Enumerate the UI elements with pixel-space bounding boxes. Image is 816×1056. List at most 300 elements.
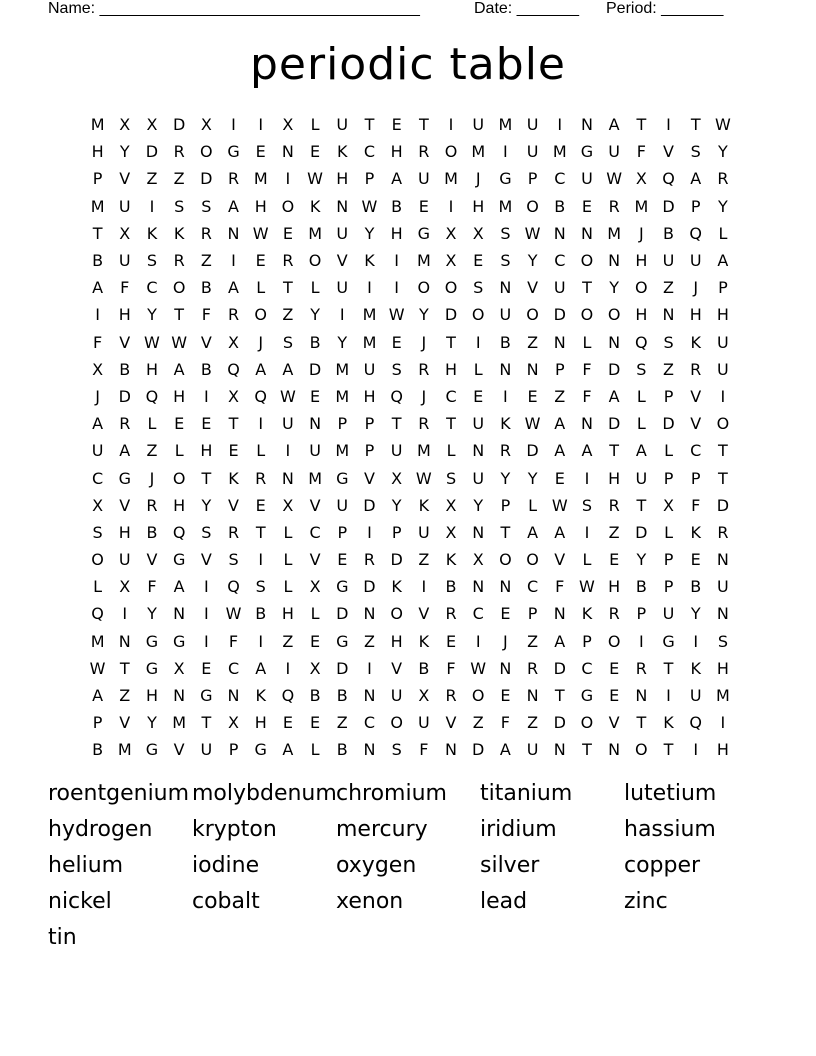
- grid-letter[interactable]: H: [281, 604, 294, 624]
- grid-letter[interactable]: T: [582, 278, 592, 298]
- grid-letter[interactable]: T: [663, 658, 674, 678]
- grid-letter[interactable]: U: [472, 468, 485, 488]
- grid-letter[interactable]: U: [363, 359, 376, 379]
- grid-letter[interactable]: H: [363, 386, 376, 406]
- grid-letter[interactable]: Y: [310, 305, 320, 325]
- grid-letter[interactable]: H: [608, 577, 621, 597]
- grid-letter[interactable]: O: [254, 305, 268, 325]
- grid-letter[interactable]: A: [255, 359, 267, 379]
- grid-letter[interactable]: Z: [363, 631, 375, 651]
- grid-letter[interactable]: X: [200, 115, 212, 135]
- grid-letter[interactable]: E: [554, 468, 565, 488]
- grid-letter[interactable]: V: [309, 550, 321, 570]
- grid-letter[interactable]: N: [499, 278, 512, 298]
- grid-letter[interactable]: Y: [147, 305, 157, 325]
- grid-letter[interactable]: F: [228, 631, 239, 651]
- grid-letter[interactable]: C: [527, 577, 539, 597]
- grid-letter[interactable]: X: [472, 550, 484, 570]
- grid-letter[interactable]: M: [90, 196, 105, 216]
- grid-letter[interactable]: V: [445, 713, 457, 733]
- grid-letter[interactable]: F: [500, 713, 510, 733]
- grid-letter[interactable]: I: [258, 550, 264, 570]
- grid-letter[interactable]: N: [173, 686, 186, 706]
- grid-letter[interactable]: I: [258, 414, 264, 434]
- grid-letter[interactable]: R: [499, 441, 511, 461]
- grid-letter[interactable]: I: [584, 522, 590, 542]
- grid-letter[interactable]: S: [174, 196, 185, 216]
- grid-letter[interactable]: Q: [91, 604, 104, 624]
- grid-letter[interactable]: S: [282, 332, 293, 352]
- grid-letter[interactable]: X: [635, 169, 647, 189]
- grid-letter[interactable]: N: [716, 604, 729, 624]
- grid-letter[interactable]: T: [500, 522, 511, 542]
- grid-letter[interactable]: G: [580, 686, 594, 706]
- grid-letter[interactable]: T: [636, 495, 647, 515]
- grid-letter[interactable]: O: [417, 278, 431, 298]
- grid-letter[interactable]: V: [200, 332, 212, 352]
- grid-letter[interactable]: A: [635, 441, 647, 461]
- grid-letter[interactable]: V: [309, 495, 321, 515]
- grid-letter[interactable]: C: [363, 713, 376, 733]
- grid-letter[interactable]: U: [118, 196, 131, 216]
- grid-letter[interactable]: S: [663, 332, 674, 352]
- grid-letter[interactable]: J: [421, 386, 427, 406]
- grid-letter[interactable]: O: [200, 142, 213, 162]
- grid-letter[interactable]: X: [228, 386, 240, 406]
- grid-letter[interactable]: I: [503, 142, 508, 162]
- grid-letter[interactable]: Z: [527, 332, 539, 352]
- grid-letter[interactable]: G: [580, 142, 594, 162]
- grid-letter[interactable]: O: [526, 305, 539, 325]
- grid-letter[interactable]: U: [717, 332, 729, 352]
- grid-letter[interactable]: M: [362, 305, 377, 325]
- grid-letter[interactable]: N: [608, 251, 621, 271]
- grid-letter[interactable]: T: [391, 414, 402, 434]
- grid-letter[interactable]: V: [146, 550, 158, 570]
- grid-letter[interactable]: J: [95, 386, 100, 406]
- grid-letter[interactable]: P: [718, 278, 728, 298]
- grid-letter[interactable]: R: [146, 495, 158, 515]
- grid-letter[interactable]: T: [418, 115, 429, 135]
- grid-letter[interactable]: Z: [146, 169, 158, 189]
- grid-letter[interactable]: N: [662, 305, 675, 325]
- grid-letter[interactable]: Z: [418, 550, 430, 570]
- grid-letter[interactable]: B: [92, 251, 104, 271]
- grid-letter[interactable]: B: [336, 686, 348, 706]
- grid-letter[interactable]: F: [691, 495, 701, 515]
- grid-letter[interactable]: T: [636, 713, 647, 733]
- grid-letter[interactable]: Z: [119, 686, 131, 706]
- grid-letter[interactable]: A: [717, 251, 729, 271]
- grid-letter[interactable]: P: [92, 169, 103, 189]
- grid-letter[interactable]: M: [90, 115, 105, 135]
- grid-letter[interactable]: U: [635, 468, 648, 488]
- grid-letter[interactable]: N: [608, 740, 621, 760]
- grid-letter[interactable]: E: [310, 142, 321, 162]
- grid-letter[interactable]: F: [120, 278, 130, 298]
- grid-letter[interactable]: V: [119, 495, 131, 515]
- grid-letter[interactable]: I: [448, 196, 454, 216]
- grid-letter[interactable]: Q: [635, 332, 648, 352]
- grid-letter[interactable]: L: [664, 522, 673, 542]
- grid-letter[interactable]: O: [580, 251, 594, 271]
- grid-letter[interactable]: I: [95, 305, 100, 325]
- grid-letter[interactable]: F: [555, 577, 565, 597]
- grid-letter[interactable]: S: [581, 495, 593, 515]
- grid-letter[interactable]: G: [172, 631, 186, 651]
- grid-letter[interactable]: V: [391, 658, 403, 678]
- grid-letter[interactable]: D: [635, 522, 648, 542]
- grid-letter[interactable]: I: [557, 115, 563, 135]
- grid-letter[interactable]: W: [279, 386, 296, 406]
- grid-letter[interactable]: D: [145, 142, 159, 162]
- grid-letter[interactable]: Q: [227, 577, 240, 597]
- grid-letter[interactable]: H: [118, 305, 131, 325]
- grid-letter[interactable]: D: [363, 577, 376, 597]
- grid-letter[interactable]: Q: [172, 522, 186, 542]
- grid-letter[interactable]: B: [309, 332, 321, 352]
- grid-letter[interactable]: F: [582, 359, 592, 379]
- grid-letter[interactable]: B: [309, 686, 321, 706]
- grid-letter[interactable]: E: [391, 332, 402, 352]
- grid-letter[interactable]: Y: [500, 468, 511, 488]
- grid-letter[interactable]: T: [718, 441, 728, 461]
- grid-letter[interactable]: B: [92, 740, 104, 760]
- grid-letter[interactable]: E: [609, 550, 620, 570]
- grid-letter[interactable]: T: [364, 115, 375, 135]
- grid-letter[interactable]: A: [173, 359, 185, 379]
- grid-letter[interactable]: E: [418, 196, 429, 216]
- grid-letter[interactable]: E: [609, 686, 620, 706]
- grid-letter[interactable]: U: [390, 686, 403, 706]
- grid-letter[interactable]: Z: [200, 251, 212, 271]
- grid-letter[interactable]: R: [635, 658, 647, 678]
- grid-letter[interactable]: U: [553, 278, 566, 298]
- grid-letter[interactable]: R: [608, 604, 620, 624]
- grid-letter[interactable]: X: [92, 495, 104, 515]
- grid-letter[interactable]: O: [499, 550, 512, 570]
- grid-letter[interactable]: C: [472, 604, 484, 624]
- grid-letter[interactable]: R: [608, 495, 620, 515]
- grid-letter[interactable]: I: [693, 740, 699, 760]
- grid-letter[interactable]: U: [689, 251, 702, 271]
- grid-letter[interactable]: M: [308, 223, 322, 243]
- grid-letter[interactable]: E: [255, 142, 266, 162]
- grid-letter[interactable]: A: [92, 278, 104, 298]
- grid-letter[interactable]: D: [662, 414, 675, 434]
- grid-letter[interactable]: I: [421, 577, 427, 597]
- grid-letter[interactable]: N: [227, 686, 240, 706]
- grid-letter[interactable]: L: [636, 386, 646, 406]
- grid-letter[interactable]: P: [663, 386, 674, 406]
- grid-letter[interactable]: U: [336, 115, 349, 135]
- grid-letter[interactable]: F: [446, 658, 456, 678]
- grid-letter[interactable]: F: [582, 386, 592, 406]
- grid-letter[interactable]: O: [308, 251, 322, 271]
- grid-letter[interactable]: R: [527, 658, 539, 678]
- grid-letter[interactable]: T: [174, 305, 185, 325]
- grid-letter[interactable]: A: [92, 414, 104, 434]
- grid-letter[interactable]: H: [200, 441, 213, 461]
- grid-letter[interactable]: R: [227, 169, 240, 189]
- grid-letter[interactable]: E: [310, 631, 321, 651]
- grid-letter[interactable]: L: [446, 441, 456, 461]
- grid-letter[interactable]: O: [526, 550, 539, 570]
- grid-letter[interactable]: X: [119, 115, 131, 135]
- grid-letter[interactable]: O: [580, 305, 594, 325]
- grid-letter[interactable]: P: [554, 359, 565, 379]
- grid-letter[interactable]: L: [636, 414, 646, 434]
- grid-letter[interactable]: A: [554, 441, 566, 461]
- grid-letter[interactable]: N: [608, 332, 621, 352]
- grid-letter[interactable]: U: [526, 740, 539, 760]
- grid-letter[interactable]: N: [472, 577, 485, 597]
- grid-letter[interactable]: Y: [527, 251, 538, 271]
- grid-letter[interactable]: V: [336, 251, 348, 271]
- grid-letter[interactable]: E: [445, 631, 457, 651]
- grid-letter[interactable]: X: [391, 468, 403, 488]
- grid-letter[interactable]: L: [310, 604, 320, 624]
- grid-letter[interactable]: L: [582, 550, 592, 570]
- grid-letter[interactable]: U: [499, 305, 512, 325]
- grid-letter[interactable]: U: [118, 251, 131, 271]
- grid-letter[interactable]: R: [418, 359, 430, 379]
- grid-letter[interactable]: N: [526, 359, 539, 379]
- grid-letter[interactable]: W: [252, 223, 269, 243]
- grid-letter[interactable]: D: [363, 495, 376, 515]
- grid-letter[interactable]: C: [309, 522, 321, 542]
- grid-letter[interactable]: O: [390, 604, 403, 624]
- grid-letter[interactable]: Z: [173, 169, 185, 189]
- grid-letter[interactable]: J: [149, 468, 155, 488]
- grid-letter[interactable]: N: [281, 142, 294, 162]
- grid-letter[interactable]: K: [663, 713, 674, 733]
- grid-letter[interactable]: W: [524, 223, 541, 243]
- grid-letter[interactable]: N: [716, 550, 729, 570]
- grid-letter[interactable]: L: [310, 115, 320, 135]
- grid-letter[interactable]: U: [689, 686, 702, 706]
- grid-letter[interactable]: P: [337, 522, 348, 542]
- grid-letter[interactable]: U: [336, 223, 349, 243]
- grid-letter[interactable]: V: [418, 604, 430, 624]
- grid-letter[interactable]: Z: [527, 713, 539, 733]
- grid-letter[interactable]: H: [390, 223, 403, 243]
- grid-letter[interactable]: Z: [663, 359, 675, 379]
- grid-letter[interactable]: B: [690, 577, 702, 597]
- grid-letter[interactable]: I: [231, 251, 236, 271]
- grid-letter[interactable]: X: [472, 223, 484, 243]
- grid-letter[interactable]: E: [500, 604, 511, 624]
- grid-letter[interactable]: R: [418, 414, 430, 434]
- grid-letter[interactable]: T: [119, 658, 130, 678]
- grid-letter[interactable]: O: [635, 278, 648, 298]
- grid-letter[interactable]: T: [582, 740, 592, 760]
- date-field[interactable]: Date: _______: [474, 0, 579, 17]
- grid-letter[interactable]: W: [171, 332, 188, 352]
- grid-letter[interactable]: Y: [391, 495, 402, 515]
- grid-letter[interactable]: A: [282, 740, 294, 760]
- grid-letter[interactable]: V: [663, 142, 674, 162]
- grid-letter[interactable]: S: [690, 142, 701, 162]
- grid-letter[interactable]: D: [553, 658, 566, 678]
- grid-letter[interactable]: X: [119, 223, 131, 243]
- grid-letter[interactable]: S: [717, 631, 728, 651]
- grid-letter[interactable]: X: [92, 359, 104, 379]
- grid-letter[interactable]: E: [255, 495, 266, 515]
- grid-letter[interactable]: N: [309, 414, 322, 434]
- grid-letter[interactable]: I: [638, 631, 644, 651]
- grid-letter[interactable]: A: [173, 577, 185, 597]
- grid-letter[interactable]: D: [553, 305, 566, 325]
- grid-letter[interactable]: J: [475, 169, 481, 189]
- grid-letter[interactable]: N: [445, 740, 458, 760]
- grid-letter[interactable]: T: [283, 278, 293, 298]
- grid-letter[interactable]: N: [580, 414, 593, 434]
- grid-letter[interactable]: E: [282, 223, 293, 243]
- grid-letter[interactable]: G: [336, 577, 349, 597]
- grid-letter[interactable]: H: [689, 305, 702, 325]
- grid-letter[interactable]: K: [255, 686, 266, 706]
- grid-letter[interactable]: R: [363, 550, 376, 570]
- grid-letter[interactable]: I: [258, 115, 264, 135]
- grid-letter[interactable]: L: [256, 441, 266, 461]
- grid-letter[interactable]: M: [716, 686, 730, 706]
- grid-letter[interactable]: W: [579, 577, 595, 597]
- grid-letter[interactable]: W: [388, 305, 405, 325]
- grid-letter[interactable]: K: [690, 332, 701, 352]
- grid-letter[interactable]: J: [258, 332, 264, 352]
- grid-letter[interactable]: T: [718, 468, 728, 488]
- grid-letter[interactable]: S: [201, 196, 212, 216]
- grid-letter[interactable]: S: [201, 522, 212, 542]
- grid-letter[interactable]: M: [172, 713, 187, 733]
- grid-letter[interactable]: N: [553, 604, 566, 624]
- grid-letter[interactable]: I: [720, 386, 726, 406]
- grid-letter[interactable]: L: [256, 278, 266, 298]
- grid-letter[interactable]: I: [203, 604, 209, 624]
- grid-letter[interactable]: D: [118, 386, 131, 406]
- grid-letter[interactable]: J: [693, 278, 699, 298]
- grid-letter[interactable]: G: [172, 550, 186, 570]
- grid-letter[interactable]: X: [228, 713, 240, 733]
- grid-letter[interactable]: C: [92, 468, 104, 488]
- grid-letter[interactable]: I: [666, 686, 671, 706]
- grid-letter[interactable]: N: [499, 359, 512, 379]
- grid-letter[interactable]: O: [526, 196, 539, 216]
- grid-letter[interactable]: I: [693, 631, 699, 651]
- grid-letter[interactable]: P: [364, 441, 375, 461]
- grid-letter[interactable]: L: [310, 740, 320, 760]
- grid-letter[interactable]: I: [394, 278, 400, 298]
- grid-letter[interactable]: P: [690, 468, 701, 488]
- grid-letter[interactable]: Z: [608, 522, 620, 542]
- grid-letter[interactable]: U: [91, 441, 104, 461]
- grid-letter[interactable]: N: [553, 223, 566, 243]
- grid-letter[interactable]: A: [554, 522, 566, 542]
- grid-letter[interactable]: Q: [281, 686, 295, 706]
- grid-letter[interactable]: K: [418, 631, 430, 651]
- grid-letter[interactable]: T: [609, 441, 620, 461]
- grid-letter[interactable]: T: [201, 468, 212, 488]
- grid-letter[interactable]: R: [173, 251, 185, 271]
- grid-letter[interactable]: K: [418, 495, 430, 515]
- grid-letter[interactable]: M: [253, 169, 268, 189]
- grid-letter[interactable]: U: [472, 115, 485, 135]
- grid-letter[interactable]: J: [421, 332, 427, 352]
- grid-letter[interactable]: H: [716, 305, 729, 325]
- grid-letter[interactable]: R: [227, 522, 240, 542]
- grid-letter[interactable]: P: [527, 169, 538, 189]
- grid-letter[interactable]: I: [339, 305, 345, 325]
- grid-letter[interactable]: M: [416, 441, 431, 461]
- grid-letter[interactable]: Y: [418, 305, 429, 325]
- grid-letter[interactable]: T: [554, 686, 565, 706]
- grid-letter[interactable]: Z: [663, 278, 675, 298]
- grid-letter[interactable]: U: [118, 550, 131, 570]
- grid-letter[interactable]: N: [472, 522, 485, 542]
- grid-letter[interactable]: R: [445, 604, 457, 624]
- grid-letter[interactable]: X: [418, 686, 430, 706]
- grid-letter[interactable]: P: [690, 196, 701, 216]
- grid-letter[interactable]: P: [391, 522, 402, 542]
- grid-letter[interactable]: O: [635, 740, 648, 760]
- grid-letter[interactable]: V: [554, 550, 566, 570]
- grid-letter[interactable]: Q: [689, 713, 703, 733]
- grid-letter[interactable]: M: [308, 468, 322, 488]
- grid-letter[interactable]: C: [554, 251, 566, 271]
- grid-letter[interactable]: Y: [636, 550, 647, 570]
- grid-letter[interactable]: U: [309, 441, 321, 461]
- grid-letter[interactable]: C: [363, 142, 376, 162]
- grid-letter[interactable]: K: [445, 550, 457, 570]
- grid-letter[interactable]: S: [92, 522, 103, 542]
- grid-letter[interactable]: Z: [336, 713, 348, 733]
- grid-letter[interactable]: E: [473, 386, 484, 406]
- grid-letter[interactable]: G: [118, 468, 131, 488]
- grid-letter[interactable]: I: [203, 631, 209, 651]
- grid-letter[interactable]: H: [390, 631, 403, 651]
- grid-letter[interactable]: Q: [227, 359, 240, 379]
- grid-letter[interactable]: T: [201, 713, 212, 733]
- grid-letter[interactable]: A: [527, 522, 539, 542]
- grid-letter[interactable]: I: [203, 386, 209, 406]
- grid-letter[interactable]: P: [500, 495, 511, 515]
- grid-letter[interactable]: O: [444, 142, 458, 162]
- grid-letter[interactable]: K: [500, 414, 511, 434]
- grid-letter[interactable]: U: [282, 414, 294, 434]
- grid-letter[interactable]: U: [717, 359, 729, 379]
- grid-letter[interactable]: Z: [554, 386, 566, 406]
- grid-letter[interactable]: M: [362, 332, 377, 352]
- grid-letter[interactable]: S: [636, 359, 647, 379]
- grid-letter[interactable]: Y: [609, 278, 620, 298]
- grid-letter[interactable]: Y: [527, 468, 538, 488]
- grid-letter[interactable]: N: [227, 223, 240, 243]
- grid-letter[interactable]: M: [416, 251, 431, 271]
- grid-letter[interactable]: D: [444, 305, 458, 325]
- grid-letter[interactable]: L: [147, 414, 157, 434]
- grid-letter[interactable]: H: [254, 713, 267, 733]
- grid-letter[interactable]: N: [363, 686, 376, 706]
- grid-letter[interactable]: D: [662, 196, 675, 216]
- grid-letter[interactable]: S: [255, 577, 266, 597]
- grid-letter[interactable]: K: [364, 251, 375, 271]
- grid-letter[interactable]: U: [526, 142, 539, 162]
- grid-letter[interactable]: G: [200, 686, 213, 706]
- grid-letter[interactable]: G: [417, 223, 431, 243]
- grid-letter[interactable]: B: [200, 359, 212, 379]
- grid-letter[interactable]: R: [717, 522, 729, 542]
